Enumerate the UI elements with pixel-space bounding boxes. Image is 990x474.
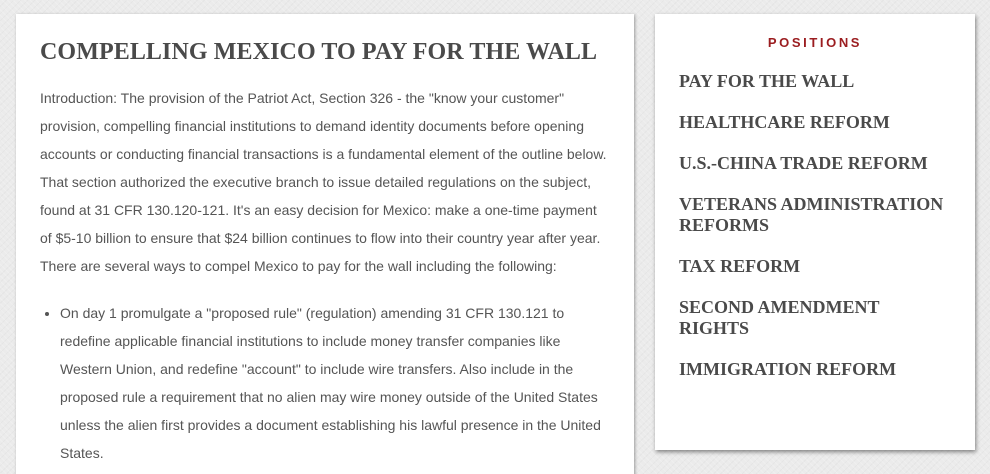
position-link-healthcare-reform[interactable]: HEALTHCARE REFORM [679, 112, 890, 132]
position-link-us-china-trade-reform[interactable]: U.S.-CHINA TRADE REFORM [679, 153, 928, 173]
positions-heading: POSITIONS [767, 35, 863, 50]
position-link-second-amendment-rights[interactable]: SECOND AMENDMENT RIGHTS [679, 297, 880, 338]
position-link-immigration-reform[interactable]: IMMIGRATION REFORM [679, 359, 897, 379]
article-title: COMPELLING MEXICO TO PAY FOR THE WALL [40, 39, 598, 65]
position-link-pay-for-the-wall[interactable]: PAY FOR THE WALL [679, 71, 855, 91]
position-link-veterans-administration-reforms[interactable]: VETERANS ADMINISTRATION REFORMS [679, 194, 944, 235]
position-link-tax-reform[interactable]: TAX REFORM [679, 256, 801, 276]
positions-sidebar [655, 14, 975, 450]
article-bullet-list [40, 299, 610, 467]
article-intro: Introduction: The provision of the Patriot Act, Section 326 - the "know your customer" provision, compelling financial institutions to demand identity documents before opening accounts or conducting financial transactions is a fundamental element of the outline below. That section authorized the executive branch to issue detailed regulations on the subject, found at 31 CFR 130.120-121. It's an easy decision for Mexico: make a one-time payment of $5-10 billion to ensure that $24 billion continues to flow into their country year after year. There are several ways to compel Mexico to pay for the wall including the following: [40, 90, 607, 274]
positions-list [679, 71, 951, 380]
bullet-item: • On day 1 promulgate a "proposed rule" (regulation) amending 31 CFR 130.121 to redefine applicable financial institutions to include money transfer companies like Western Union, and redefine "account" to include wire transfers. Also include in the proposed rule a requirement that no alien may wire money outside of the United States unless the alien first provides a document establishing his lawful presence in the United States. [60, 299, 610, 467]
article-panel [16, 14, 634, 474]
